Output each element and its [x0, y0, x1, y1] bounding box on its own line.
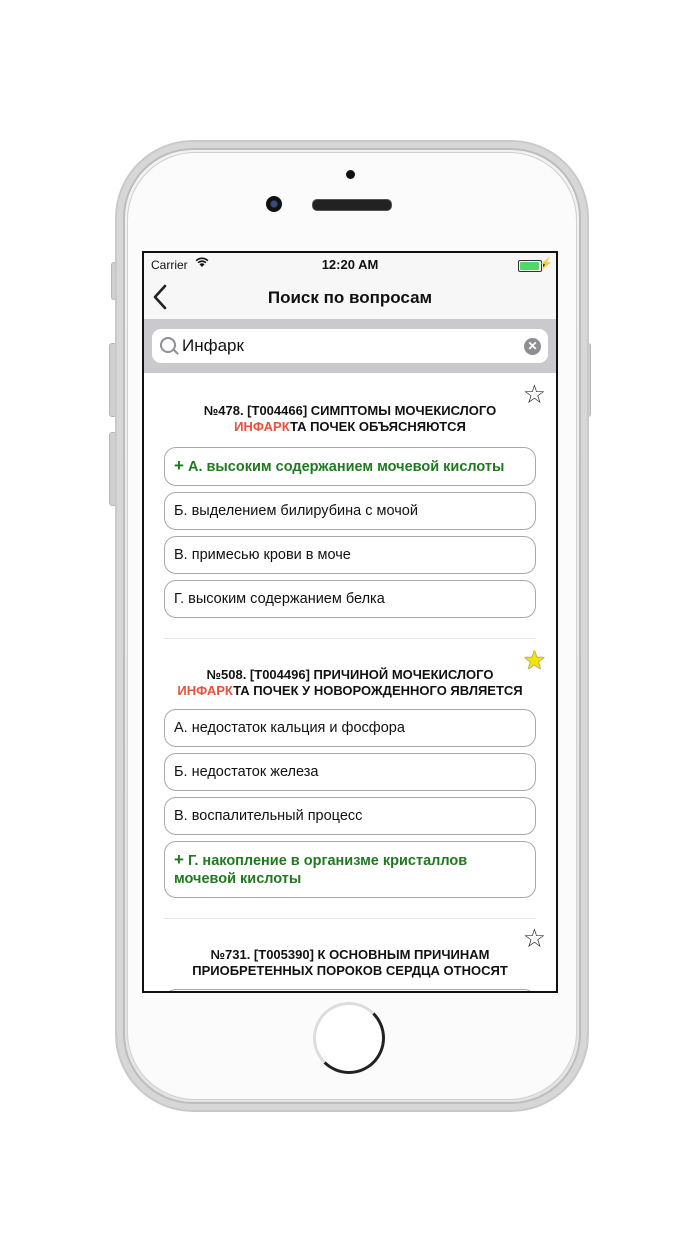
answer-option[interactable] [164, 841, 536, 898]
plus-icon: + [174, 456, 184, 475]
answer-text: Г. накопление в организме кристаллов мочевой кислоты [174, 853, 468, 887]
question-title-text: №731. [T005390] К ОСНОВНЫМ ПРИЧИНАМ ПРИОБРЕТЕННЫХ ПОРОКОВ СЕРДЦА ОТНОСЯТ [192, 947, 508, 978]
search-highlight: ИНФАРК [234, 419, 290, 434]
question-title [164, 403, 536, 435]
screen [142, 251, 558, 993]
page-title: Поиск по вопросам [267, 288, 433, 307]
question-card [144, 639, 556, 898]
search-bar [144, 319, 556, 373]
answer-text: А. недостаток кальция и фосфора [174, 720, 405, 736]
question-card [144, 373, 556, 618]
answer-text: А. высоким содержанием мочевой кислоты [187, 459, 505, 475]
answer-text: Б. выделением билирубина с мочой [174, 503, 418, 519]
answer-option[interactable] [164, 536, 536, 574]
answer-option[interactable] [164, 709, 536, 747]
answer-text: Г. высоким содержанием белка [174, 591, 385, 607]
clock: 12:20 AM [321, 257, 379, 272]
answer-option[interactable] [164, 580, 536, 618]
answer-text: Б. недостаток железа [174, 764, 319, 780]
question-list [144, 373, 556, 993]
proximity-sensor [346, 170, 355, 179]
answer-option[interactable] [164, 797, 536, 835]
question-title-text: ТА ПОЧЕК У НОВОРОЖДЕННОГО ЯВЛЯЕТСЯ [233, 683, 523, 698]
clear-icon[interactable]: ✕ [524, 338, 541, 355]
status-bar [144, 253, 556, 277]
question-title-text: №508. [T004496] ПРИЧИНОЙ МОЧЕКИСЛОГО [206, 667, 494, 682]
plus-icon: + [174, 850, 184, 869]
answer-option[interactable] [164, 989, 536, 993]
answer-text: В. примесью крови в моче [174, 547, 351, 563]
earpiece-speaker [312, 199, 392, 211]
star-icon[interactable]: ☆ [522, 379, 546, 409]
star-icon[interactable]: ☆ [522, 923, 546, 953]
question-title-text: ТА ПОЧЕК ОБЪЯСНЯЮТСЯ [289, 419, 466, 434]
charging-bolt-icon: ⚡ [539, 258, 553, 270]
magnifier-icon [160, 337, 176, 353]
home-button[interactable] [313, 1002, 385, 1074]
search-input[interactable] [152, 329, 548, 363]
question-title [164, 667, 536, 699]
answer-text: В. воспалительный процесс [174, 808, 363, 824]
answer-option[interactable] [164, 753, 536, 791]
carrier-label: Carrier [151, 258, 188, 272]
search-highlight: ИНФАРК [177, 683, 234, 698]
search-query[interactable]: Инфарк [182, 336, 244, 355]
question-card [144, 919, 556, 993]
navigation-bar [144, 277, 556, 319]
front-camera [266, 196, 282, 212]
question-title [164, 947, 536, 979]
answer-option[interactable] [164, 447, 536, 486]
answer-option[interactable] [164, 492, 536, 530]
star-icon[interactable]: ★ [522, 645, 546, 675]
question-title-text: №478. [T004466] СИМПТОМЫ МОЧЕКИСЛОГО [203, 403, 497, 418]
